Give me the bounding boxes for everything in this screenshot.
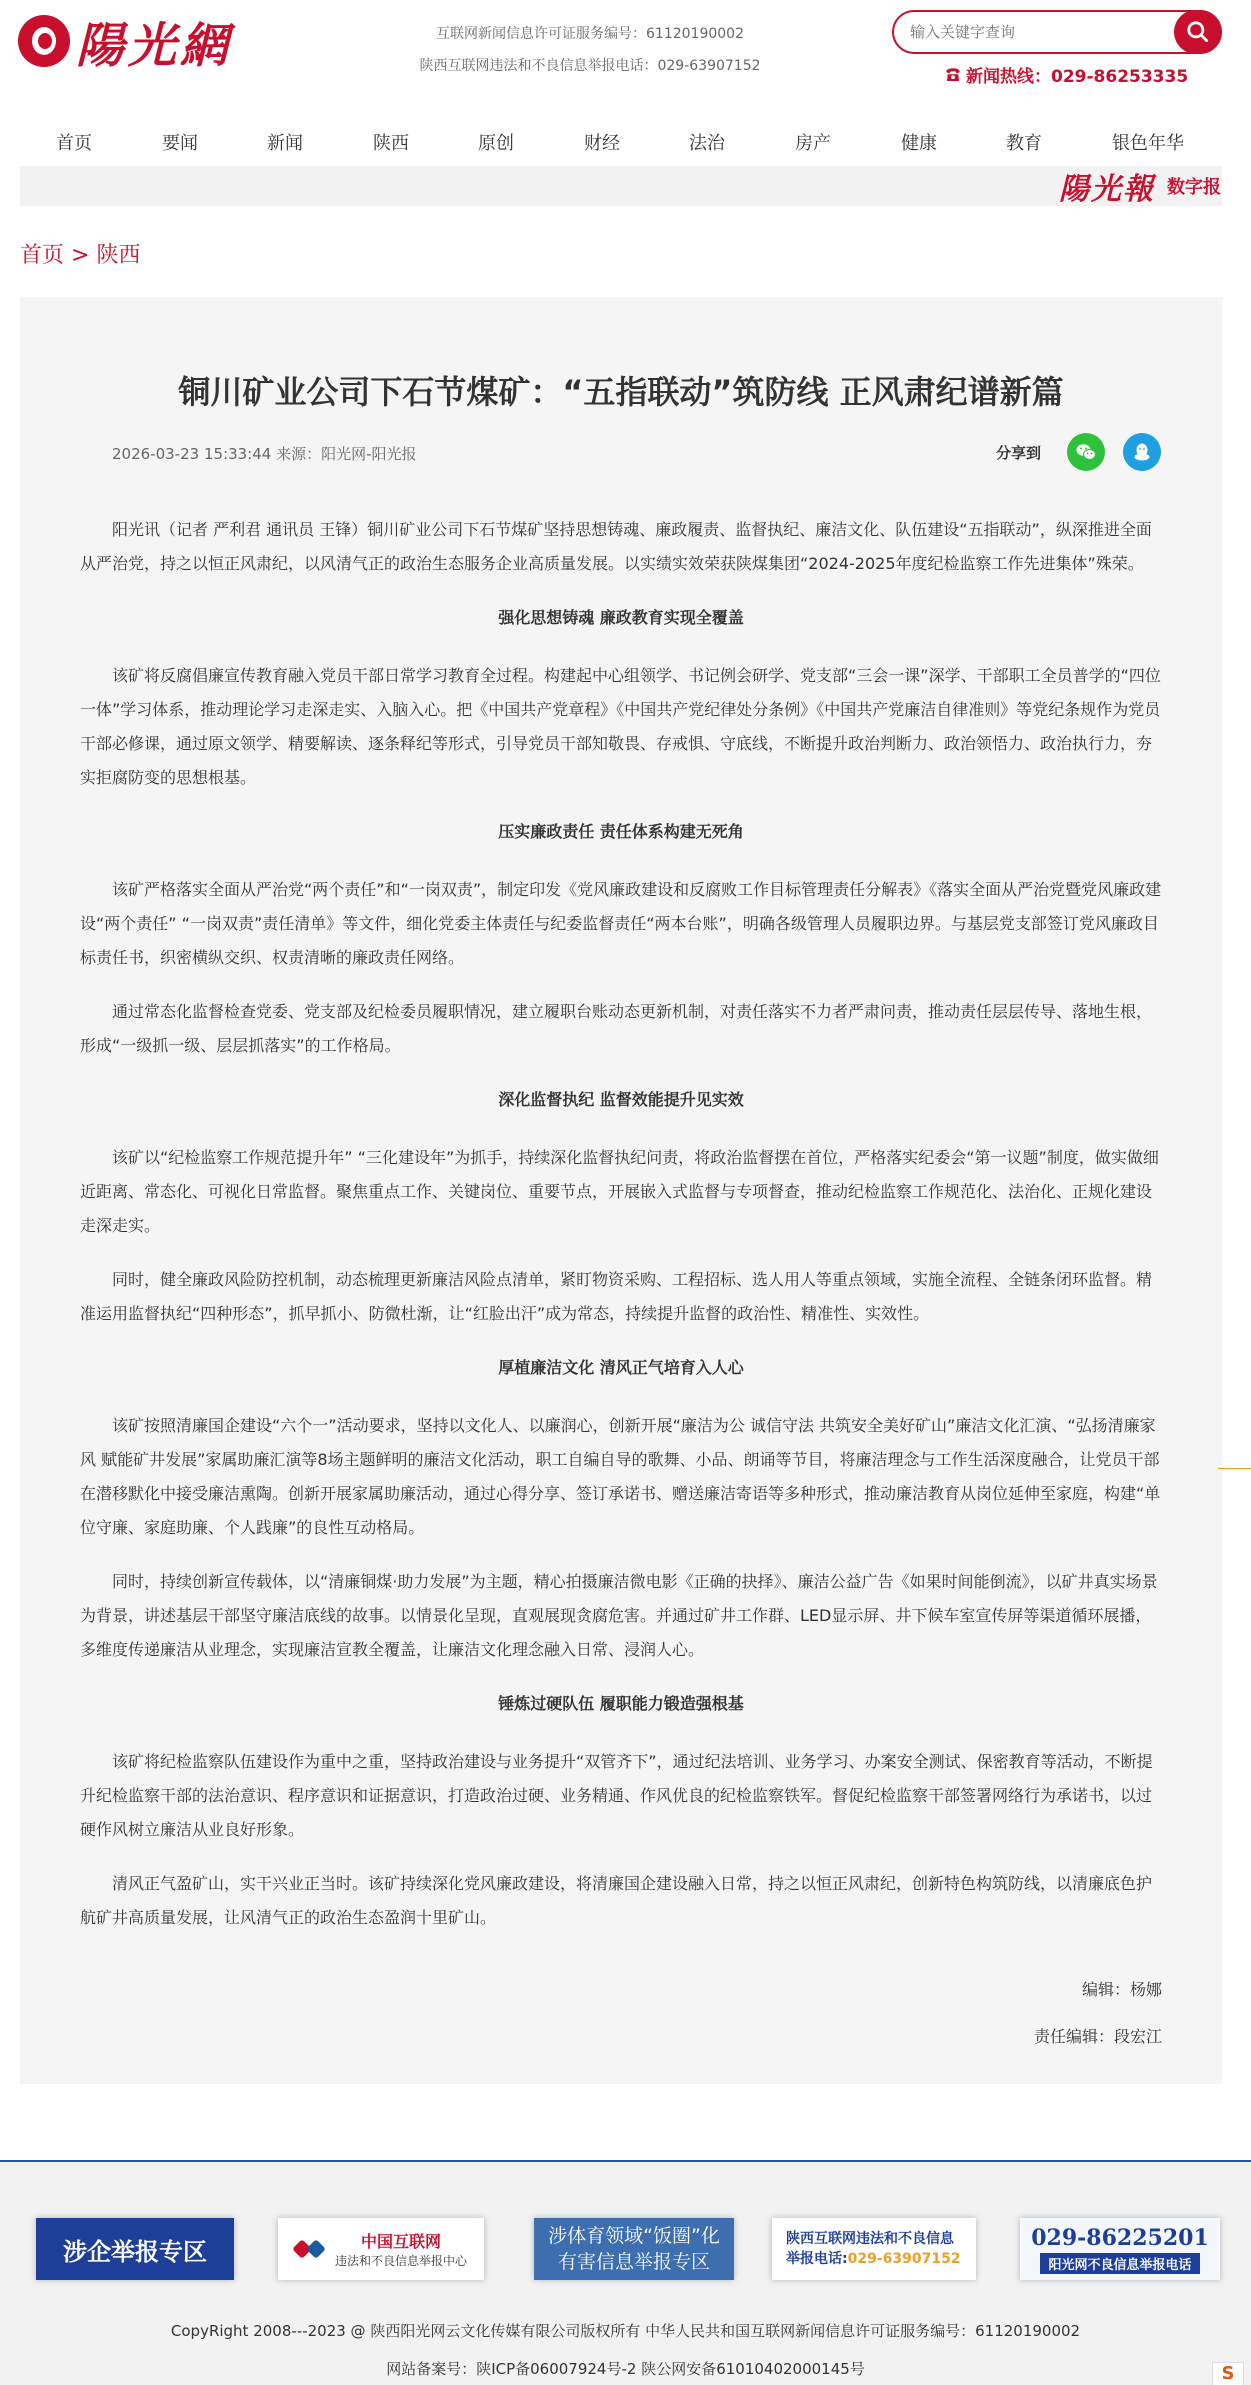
article-editor: 编辑：杨娜 — [1081, 1980, 1162, 1999]
nav-finance[interactable]: 财经 — [584, 133, 620, 154]
breadcrumb — [20, 238, 140, 269]
search-icon — [1185, 19, 1211, 45]
paragraph: 该矿严格落实全面从严治党“两个责任”和“一岗双责”，制定印发《党风廉政建设和反腐败工作目标管理责任分解表》《落实全面从严治党暨党风廉政建设“两个责任” “一岗双责”责任清单》等文件，细化党委主体责任与纪委监督责任“两本台账”，明确各级管理人员履职边界。与基层党支部签订党风廉政目标责任书，织密横纵交织、权责清晰的廉政责任网络。 — [80, 880, 1162, 967]
paragraph: 通过常态化监督检查党委、党支部及纪检委员履职情况，建立履职台账动态更新机制，对责任落实不力者严肃问责，推动责任层层传导、落地生根，形成“一级抓一级、层层抓落实”的工作格局。 — [80, 1002, 1153, 1055]
license-info — [380, 18, 800, 82]
paragraph: 该矿按照清廉国企建设“六个一”活动要求，坚持以文化人、以廉润心，创新开展“廉洁为公 诚信守法 共筑安全美好矿山”廉洁文化汇演、“弘扬清廉家风 赋能矿井发展”家属助廉汇演等8场主题鲜明的廉洁文化活动，职工自编自导的歌舞、小品、朗诵等节目，将廉洁理念与工作生活深度融合，让党员干部在潜移默化中接受廉洁熏陶。创新开展家属助廉活动，通过心得分享、签订承诺书、赠送廉洁寄语等多种形式，推动廉洁教育从岗位延伸至家庭，构建“单位守廉、家庭助廉、个人践廉”的良性互动格局。 — [80, 1416, 1161, 1537]
sunshine-report-label: 阳光网不良信息举报电话 — [1040, 2253, 1199, 2274]
paragraph: 同时，健全廉政风险防控机制，动态梳理更新廉洁风险点清单，紧盯物资采购、工程招标、选人用人等重点领域，实施全流程、全链条闭环监督。精准运用监督执纪“四种形态”，抓早抓小、防微杜渐，让“红脸出汗”成为常态，持续提升监督的政治性、精准性、实效性。 — [80, 1270, 1153, 1323]
sunshine-report-phone: 029-86225201 — [1031, 2224, 1209, 2251]
digital-paper-logo: 陽光報 — [1059, 172, 1155, 207]
paragraph: 该矿将纪检监察队伍建设作为重中之重，坚持政治建设与业务提升“双管齐下”，通过纪法培训、业务学习、办案安全测试、保密教育等活动，不断提升纪检监察干部的法治意识、程序意识和证据意识，打造政治过硬、业务精通、作风优良的纪检监察铁军。督促纪检监察干部签署网络行为承诺书，以过硬作风树立廉洁从业良好形象。 — [80, 1752, 1153, 1839]
nav-home[interactable]: 首页 — [56, 133, 92, 154]
qq-icon — [1130, 440, 1154, 464]
breadcrumb-current[interactable]: 陕西 — [96, 243, 141, 268]
sports-report-line1: 涉体育领域“饭圈”化 — [548, 2225, 720, 2247]
section-heading: 锤炼过硬队伍 履职能力锻造强根基 — [498, 1694, 744, 1713]
enterprise-report-label: 涉企举报专区 — [63, 2237, 207, 2266]
site-header — [0, 0, 1251, 105]
section-heading: 厚植廉洁文化 清风正气培育入人心 — [498, 1358, 744, 1377]
phone-icon — [944, 66, 962, 84]
sunshine-report-badge[interactable] — [1020, 2218, 1220, 2280]
section-heading: 压实廉政责任 责任体系构建无死角 — [498, 822, 744, 841]
article-meta: 2026-03-23 15:33:44 来源：阳光网-阳光报 — [112, 445, 417, 463]
china-internet-report-badge[interactable] — [278, 2218, 484, 2280]
report-center-logo-icon — [295, 2233, 327, 2265]
share-label: 分享到 — [996, 443, 1042, 462]
breadcrumb-home[interactable]: 首页 — [20, 243, 65, 268]
paragraph: 该矿将反腐倡廉宣传教育融入党员干部日常学习教育全过程。构建起中心组领学、书记例会研学、党支部“三会一课”深学、干部职工全员普学的“四位一体”学习体系，推动理论学习走深走实、入脑入心。把《中国共产党章程》《中国共产党纪律处分条例》《中国共产党廉洁自律准则》等党纪条规作为党员干部必修课，通过原文领学、精要解读、逐条释纪等形式，引导党员干部知敬畏、存戒惧、守底线，不断提升政治判断力、政治领悟力、政治执行力，夯实拒腐防变的思想根基。 — [80, 666, 1161, 787]
section-heading: 深化监督执纪 监督效能提升见实效 — [498, 1090, 744, 1109]
nav-shaanxi[interactable]: 陕西 — [373, 133, 409, 154]
section-heading: 强化思想铸魂 廉政教育实现全覆盖 — [498, 608, 744, 627]
nav-original[interactable]: 原创 — [478, 133, 514, 154]
site-footer — [0, 2160, 1251, 2385]
nav-headlines[interactable]: 要闻 — [162, 133, 198, 154]
sports-fandom-report-badge[interactable] — [534, 2218, 734, 2280]
license-number: 互联网新闻信息许可证服务编号：61120190002 — [436, 26, 744, 42]
article-container — [20, 297, 1222, 2084]
report-center-subtitle: 违法和不良信息举报中心 — [334, 2254, 467, 2268]
logo-emblem-icon — [18, 15, 70, 67]
copyright: CopyRight 2008---2023 @ 陕西阳光网云文化传媒有限公司版权所有 中华人民共和国互联网新闻信息许可证服务编号：61120190002 — [170, 2322, 1081, 2340]
paragraph: 阳光讯（记者 严利君 通讯员 王锋）铜川矿业公司下石节煤矿坚持思想铸魂、廉政履责、监督执纪、廉洁文化、队伍建设“五指联动”，纵深推进全面从严治党，持之以恒正风肃纪，以风清气正的政治生态服务企业高质量发展。以实绩实效荣获陕煤集团“2024-2025年度纪检监察工作先进集体”殊荣。 — [80, 520, 1152, 573]
search-input[interactable] — [910, 20, 1170, 44]
digital-banner-bar — [20, 166, 1222, 206]
report-center-title: 中国互联网 — [360, 2232, 441, 2251]
search-button[interactable] — [1174, 10, 1222, 54]
hotline-text: 新闻热线：029-86253335 — [966, 67, 1189, 87]
article-title: 铜川矿业公司下石节煤矿：“五指联动”筑防线 正风肃纪谱新篇 — [178, 373, 1064, 411]
shaanxi-report-title: 陕西互联网违法和不良信息 — [786, 2231, 954, 2247]
shaanxi-report-label: 举报电话: — [786, 2251, 848, 2267]
wechat-share-button[interactable] — [1067, 433, 1105, 471]
share-bar — [996, 433, 1179, 471]
nav-news[interactable]: 新闻 — [267, 133, 303, 154]
icp-record[interactable]: 网站备案号：陕ICP备06007924号-2 陕公网安备61010402000145号 — [386, 2360, 865, 2378]
site-logo[interactable] — [18, 10, 232, 72]
nav-silver-age[interactable]: 银色年华 — [1112, 133, 1184, 154]
wechat-icon — [1074, 440, 1098, 464]
paragraph: 清风正气盈矿山，实干兴业正当时。该矿持续深化党风廉政建设，将清廉国企建设融入日常，持之以恒正风肃纪，创新特色构筑防线，以清廉底色护航矿井高质量发展，让风清气正的政治生态盈润十里矿山。 — [80, 1874, 1153, 1927]
side-float-tab[interactable] — [1218, 1468, 1251, 1482]
sogou-input-icon[interactable]: S — [1212, 2362, 1244, 2385]
nav-law[interactable]: 法治 — [689, 133, 725, 154]
paragraph: 该矿以“纪检监察工作规范提升年” “三化建设年”为抓手，持续深化监督执纪问责，将政治监督摆在首位，严格落实纪委会“第一议题”制度，做实做细近距离、常态化、可视化日常监督。聚焦重点工作、关键岗位、重要节点，开展嵌入式监督与专项督查，推动纪检监察工作规范化、法治化、正规化建设走深走实。 — [80, 1148, 1159, 1235]
nav-health[interactable]: 健康 — [901, 133, 937, 154]
breadcrumb-separator: > — [71, 243, 90, 268]
shaanxi-report-phone: 029-63907152 — [847, 2251, 961, 2267]
report-phone: 陕西互联网违法和不良信息举报电话：029-63907152 — [419, 58, 761, 74]
shaanxi-report-badge[interactable] — [772, 2218, 976, 2280]
digital-paper-link[interactable] — [1059, 166, 1221, 206]
nav-realestate[interactable]: 房产 — [795, 133, 831, 154]
qq-share-button[interactable] — [1123, 433, 1161, 471]
news-hotline — [944, 62, 1188, 87]
nav-education[interactable]: 教育 — [1006, 133, 1042, 154]
logo-text: 陽光網 — [76, 17, 233, 74]
article-chief-editor: 责任编辑：段宏江 — [1033, 2027, 1162, 2046]
search-box — [892, 10, 1222, 54]
sports-report-line2: 有害信息举报专区 — [557, 2251, 710, 2273]
paragraph: 同时，持续创新宣传载体，以“清廉铜煤·助力发展”为主题，精心拍摄廉洁微电影《正确的抉择》、廉洁公益广告《如果时间能倒流》，以矿井真实场景为背景，讲述基层干部坚守廉洁底线的故事。以情景化呈现，直观展现贪腐危害。并通过矿井工作群、LED显示屏、井下候车室宣传屏等渠道循环展播，多维度传递廉洁从业理念，实现廉洁宣教全覆盖，让廉洁文化理念融入日常、浸润人心。 — [80, 1572, 1158, 1659]
article-body — [80, 513, 1162, 1955]
digital-paper-label: 数字报 — [1167, 177, 1221, 198]
enterprise-report-badge[interactable] — [36, 2218, 234, 2280]
main-nav — [0, 115, 1251, 167]
